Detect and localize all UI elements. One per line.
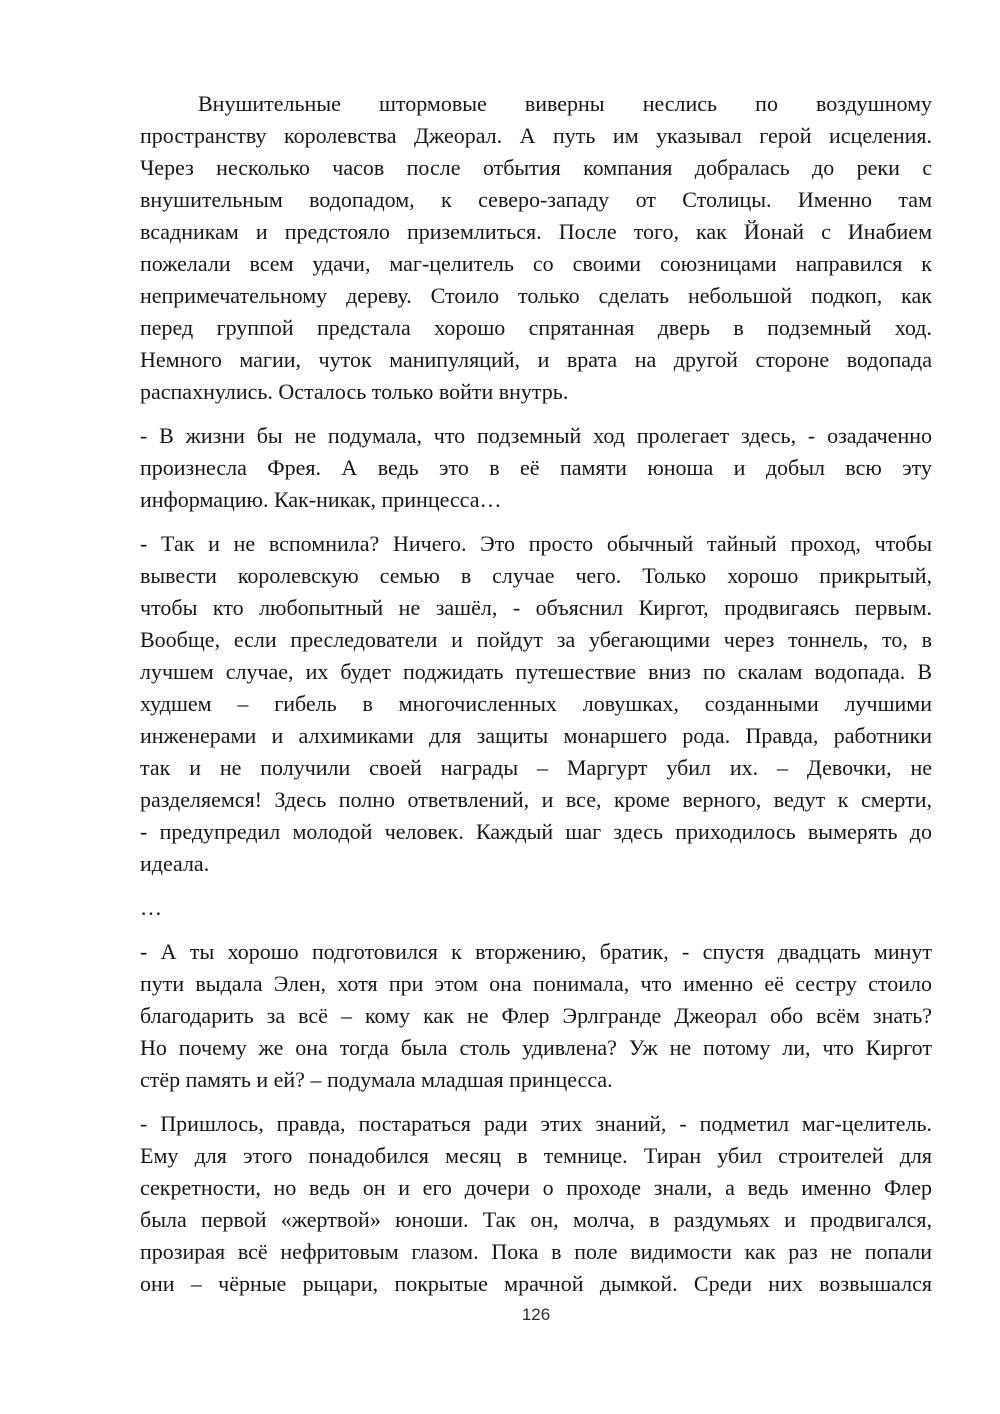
text-line: разделяемся! Здесь полно ответвлений, и все, кроме верного, ведут к смерти,: [140, 787, 932, 812]
text-line: секретности, но ведь он и его дочери о проходе знали, а ведь именно Флер: [140, 1175, 932, 1200]
paragraph: [140, 892, 932, 924]
text-line: идеала.: [140, 851, 210, 876]
text-line: они – чёрные рыцари, покрытые мрачной дымкой. Среди них возвышался: [140, 1271, 932, 1296]
text-line: всадникам и предстояло приземлиться. После того, как Йонай с Инабием: [140, 219, 932, 244]
text-line: вывести королевскую семью в случае чего. Только хорошо прикрытый,: [140, 563, 932, 588]
paragraph: [140, 528, 932, 880]
text-line: Ему для этого понадобился месяц в темнице. Тиран убил строителей для: [140, 1143, 932, 1168]
page-number: 126: [521, 1305, 551, 1324]
text-line: стёр память и ей? – подумала младшая принцесса.: [140, 1067, 613, 1092]
text-line: Вообще, если преследователи и пойдут за убегающими через тоннель, то, в: [140, 627, 932, 652]
text-line: внушительным водопадом, к северо-западу от Столицы. Именно там: [140, 187, 932, 212]
text-line: - Так и не вспомнила? Ничего. Это просто обычный тайный проход, чтобы: [140, 531, 932, 556]
paragraph: [140, 420, 932, 516]
text-line: лучшем случае, их будет поджидать путешествие вниз по скалам водопада. В: [140, 659, 932, 684]
text-line: - Пришлось, правда, постараться ради этих знаний, - подметил маг-целитель.: [140, 1111, 932, 1136]
text-line: пространству королевства Джеорал. А путь им указывал герой исцеления.: [140, 123, 932, 148]
text-line: - предупредил молодой человек. Каждый шаг здесь приходилось вымерять до: [140, 819, 932, 844]
text-line: информацию. Как-никак, принцесса…: [140, 487, 502, 512]
text-line: Внушительные штормовые виверны неслись по воздушному: [198, 91, 932, 116]
text-line: так и не получили своей награды – Маргурт убил их. – Девочки, не: [140, 755, 932, 780]
text-line: Немного магии, чуток манипуляций, и врата на другой стороне водопада: [140, 347, 932, 372]
paragraph: [140, 88, 932, 408]
text-line: худшем – гибель в многочисленных ловушках, созданными лучшими: [140, 691, 932, 716]
text-line: - А ты хорошо подготовился к вторжению, братик, - спустя двадцать минут: [140, 939, 932, 964]
text-line: чтобы кто любопытный не зашёл, - объяснил Киргот, продвигаясь первым.: [140, 595, 932, 620]
text-line: распахнулись. Осталось только войти внутрь.: [140, 379, 569, 404]
text-line: пожелали всем удачи, маг-целитель со своими союзницами направился к: [140, 251, 932, 276]
text-line: прозирая всё нефритовым глазом. Пока в поле видимости как раз не попали: [140, 1239, 932, 1264]
text-line: пути выдала Элен, хотя при этом она понимала, что именно её сестру стоило: [140, 971, 932, 996]
text-line: перед группой предстала хорошо спрятанная дверь в подземный ход.: [140, 315, 932, 340]
text-line: была первой «жертвой» юноши. Так он, молча, в раздумьях и продвигался,: [140, 1207, 932, 1232]
text-line: Но почему же она тогда была столь удивлена? Уж не потому ли, что Киргот: [140, 1035, 932, 1060]
text-line: Через несколько часов после отбытия компания добралась до реки с: [140, 155, 932, 180]
text-line: благодарить за всё – кому как не Флер Эрлгранде Джеорал обо всём знать?: [140, 1003, 932, 1028]
text-line: - В жизни бы не подумала, что подземный ход пролегает здесь, - озадаченно: [140, 423, 932, 448]
paragraph: [140, 1108, 932, 1300]
text-line: …: [140, 895, 162, 920]
page-footer: [140, 1305, 932, 1325]
text-line: инженерами и алхимиками для защиты монаршего рода. Правда, работники: [140, 723, 932, 748]
text-line: непримечательному дереву. Стоило только сделать небольшой подкоп, как: [140, 283, 932, 308]
page-body-text: [140, 88, 932, 1312]
paragraph: [140, 936, 932, 1096]
text-line: произнесла Фрея. А ведь это в её памяти юноша и добыл всю эту: [140, 455, 932, 480]
